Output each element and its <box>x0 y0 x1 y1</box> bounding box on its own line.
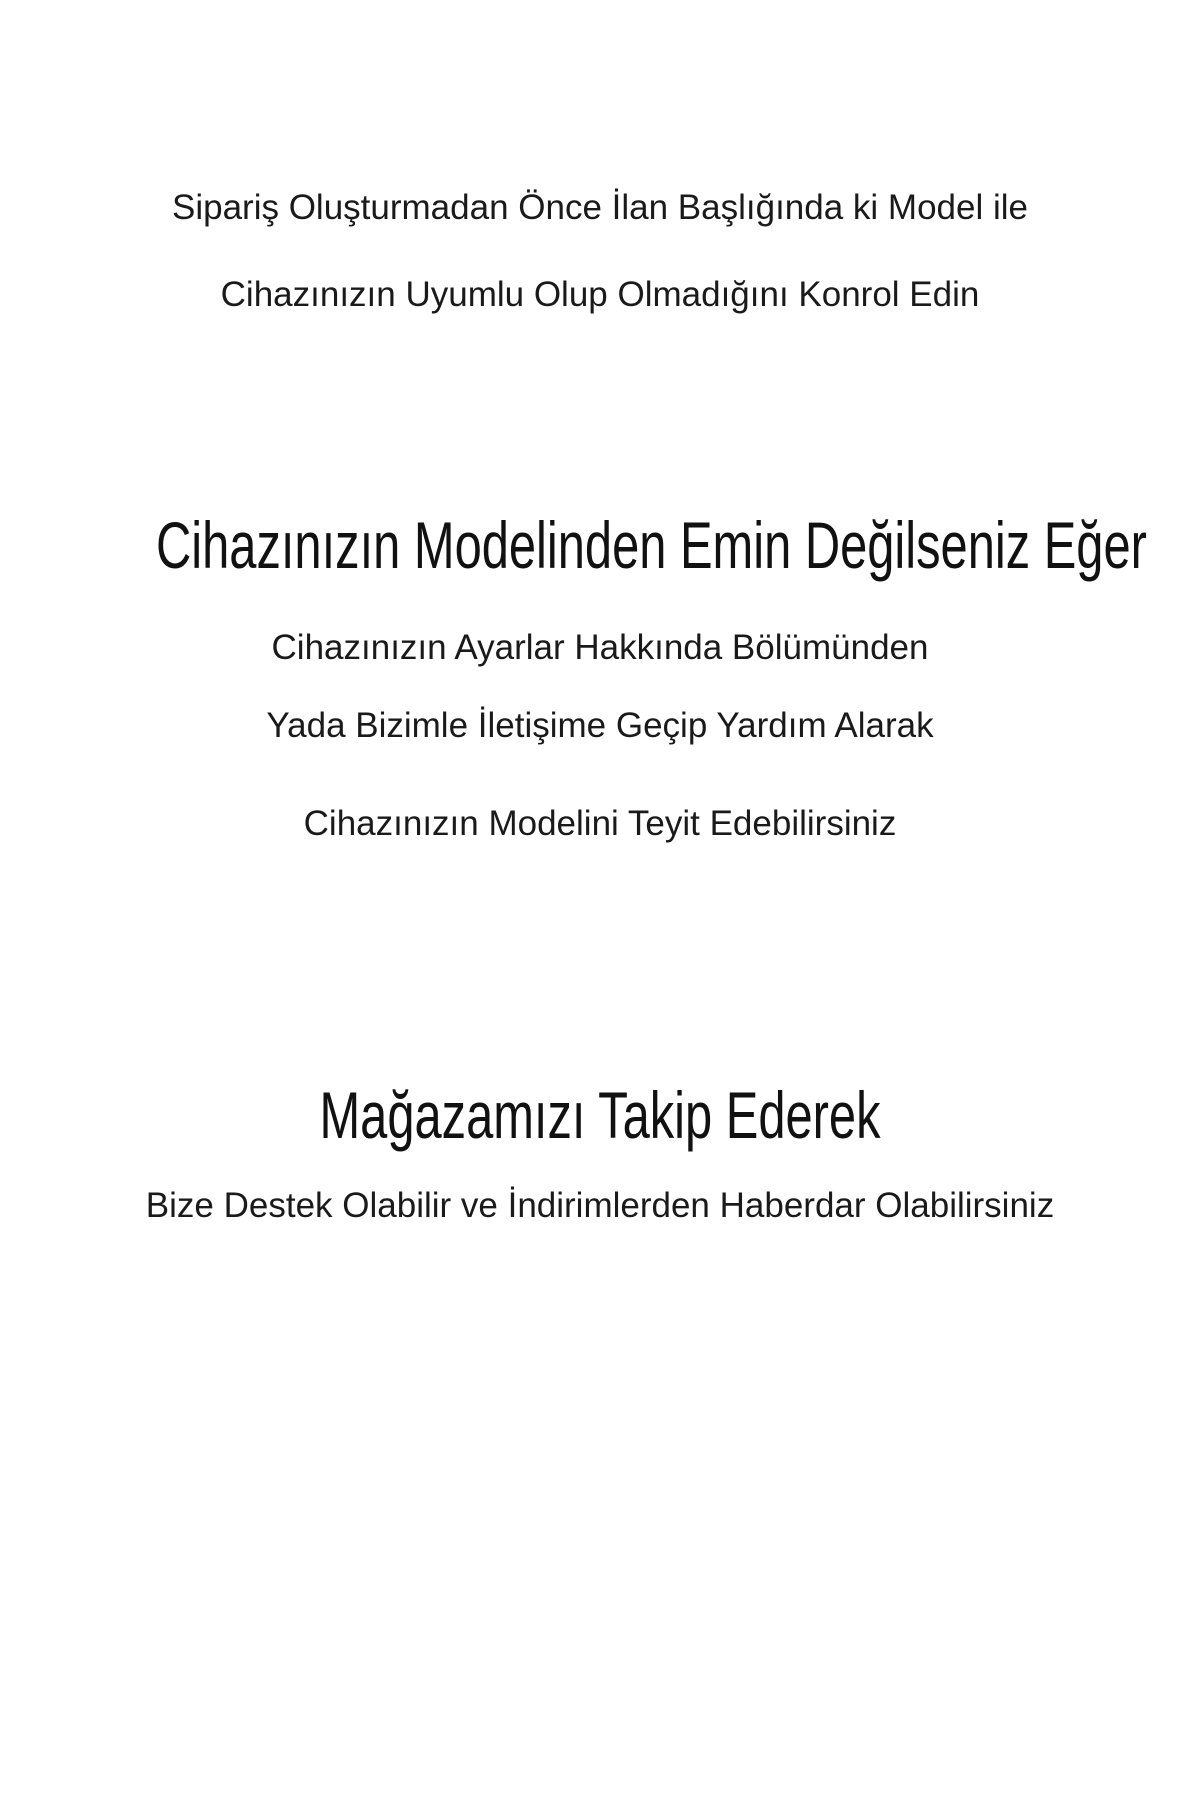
model-help-heading: Cihazınızın Modelinden Emin Değilseniz Eğer <box>156 508 1147 582</box>
model-help-line-1: Cihazınızın Ayarlar Hakkında Bölümünden <box>271 628 929 667</box>
follow-line-1: Bize Destek Olabilir ve İndirimlerden Haberdar Olabilirsiniz <box>145 1186 1055 1225</box>
notice-line-2: Cihazınızın Uyumlu Olup Olmadığını Konrol Edin <box>220 275 980 314</box>
notice-line-1: Sipariş Oluşturmadan Önce İlan Başlığında ki Model ile <box>172 188 1028 227</box>
model-help-line-2: Yada Bizimle İletişime Geçip Yardım Alarak <box>266 706 934 745</box>
follow-heading: Mağazamızı Takip Ederek <box>319 1078 881 1152</box>
model-help-line-3: Cihazınızın Modelini Teyit Edebilirsiniz <box>303 804 897 843</box>
